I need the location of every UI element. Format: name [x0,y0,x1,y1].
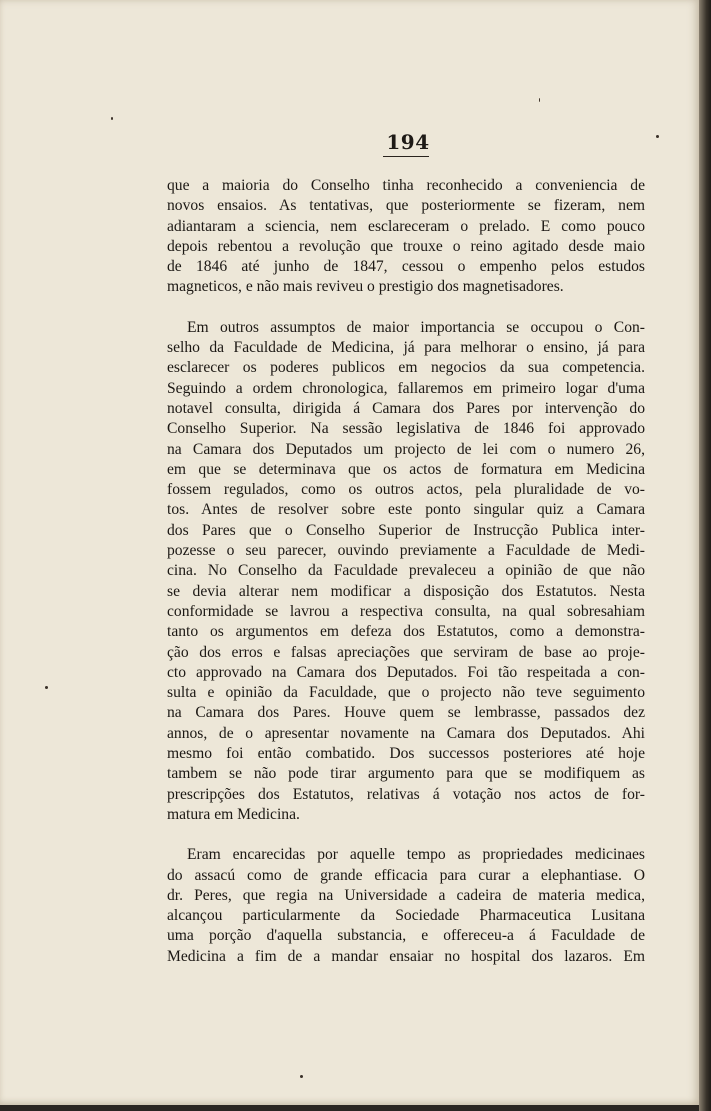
text-line: magneticos, e não mais reviveu o prestigio dos magnetisadores. [167,278,564,296]
text-line: Eram encarecidas por aquelle tempo as propriedades medicinaes [187,846,645,864]
text-line: pozesse o seu parecer, ouvindo previamente a Faculdade de Medi- [167,542,645,560]
text-line: de 1846 até junho de 1847, cessou o empenho pelos estudos [167,258,645,276]
book-gutter-edge [699,0,711,1111]
text-line: na Camara dos Deputados um projecto de lei com o numero 26, [167,440,645,458]
text-line: tos. Antes de resolver sobre este ponto singular quiz a Camara [167,501,645,519]
text-line: mesmo foi então combatido. Dos successos posteriores até hoje [167,745,645,763]
page-number: 194 [386,130,430,154]
text-line: adiantaram a sciencia, nem esclareceram o prelado. E como pouco [167,217,645,235]
text-line: alcançou particularmente da Sociedade Pharmaceutica Lusitana [167,907,645,925]
text-line: tambem se não pode tirar argumento para que se modifiquem as [167,765,645,783]
text-line: conformidade se lavrou a respectiva consulta, na qual sobresahiam [167,602,645,620]
text-line: fossem regulados, como os outros actos, pela pluralidade de vo- [167,481,645,499]
text-line: Medicina a fim de a mandar ensaiar no hospital dos lazaros. Em [167,947,645,965]
paragraph-1 [167,176,645,298]
text-line: prescripções dos Estatutos, relativas á votação nos actos de for- [167,785,645,803]
text-line: esclarecer os poderes publicos em negocios da sua competencia. [167,359,645,377]
text-line: uma porção d'aquella substancia, e offereceu-a á Faculdade de [167,927,645,945]
body-text [167,176,645,967]
text-line: em que se determinava que os actos de formatura em Medicina [167,460,645,478]
text-line: Em outros assumptos de maior importancia se occupou o Con- [187,318,645,336]
paragraph-2 [167,318,645,825]
text-line: tanto os argumentos em defeza dos Estatutos, como a demonstra- [167,623,645,641]
text-line: depois rebentou a revolução que trouxe o reino agitado desde maio [167,237,645,255]
page-number-rule [383,156,429,157]
text-line: que a maioria do Conselho tinha reconhecido a conveniencia de [167,177,645,194]
text-line: na Camara dos Pares. Houve quem se lembrasse, passados dez [167,704,645,722]
text-line: annos, de o apresentar novamente na Camara dos Deputados. Ahi [167,724,645,742]
paper-speck [45,686,48,689]
text-line: se devia alterar nem modificar a disposição dos Estatutos. Nesta [167,582,645,600]
paper-speck [300,1075,303,1078]
paper-speck [111,117,113,120]
paper-speck [539,98,540,102]
text-line: dos Pares que o Conselho Superior de Instrucção Publica inter- [167,521,645,539]
text-line: selho da Faculdade de Medicina, já para melhorar o ensino, já para [167,339,645,357]
text-line: Conselho Superior. Na sessão legislativa de 1846 foi approvado [167,420,645,438]
text-line: sulta e opinião da Faculdade, que o projecto não teve seguimento [167,684,645,702]
text-line: cina. No Conselho da Faculdade prevaleceu a opinião de que não [167,562,645,580]
text-line: Seguindo a ordem chronologica, fallaremos em primeiro logar d'uma [167,379,645,397]
paragraph-3 [167,845,645,967]
text-line: notavel consulta, dirigida á Camara dos Pares por intervenção do [167,399,645,417]
paper-speck [656,135,659,138]
text-line: dr. Peres, que regia na Universidade a cadeira de materia medica, [167,886,645,904]
text-line: novos ensaios. As tentativas, que posteriormente se fizeram, nem [167,197,645,215]
text-line: do assacú como de grande efficacia para curar a elephantiase. O [167,866,645,884]
text-line: cto approvado na Camara dos Deputados. Foi tão respeitada a con- [167,663,645,681]
text-line: ção dos erros e falsas apreciações que serviram de base ao proje- [167,643,645,661]
text-line: matura em Medicina. [167,805,300,823]
